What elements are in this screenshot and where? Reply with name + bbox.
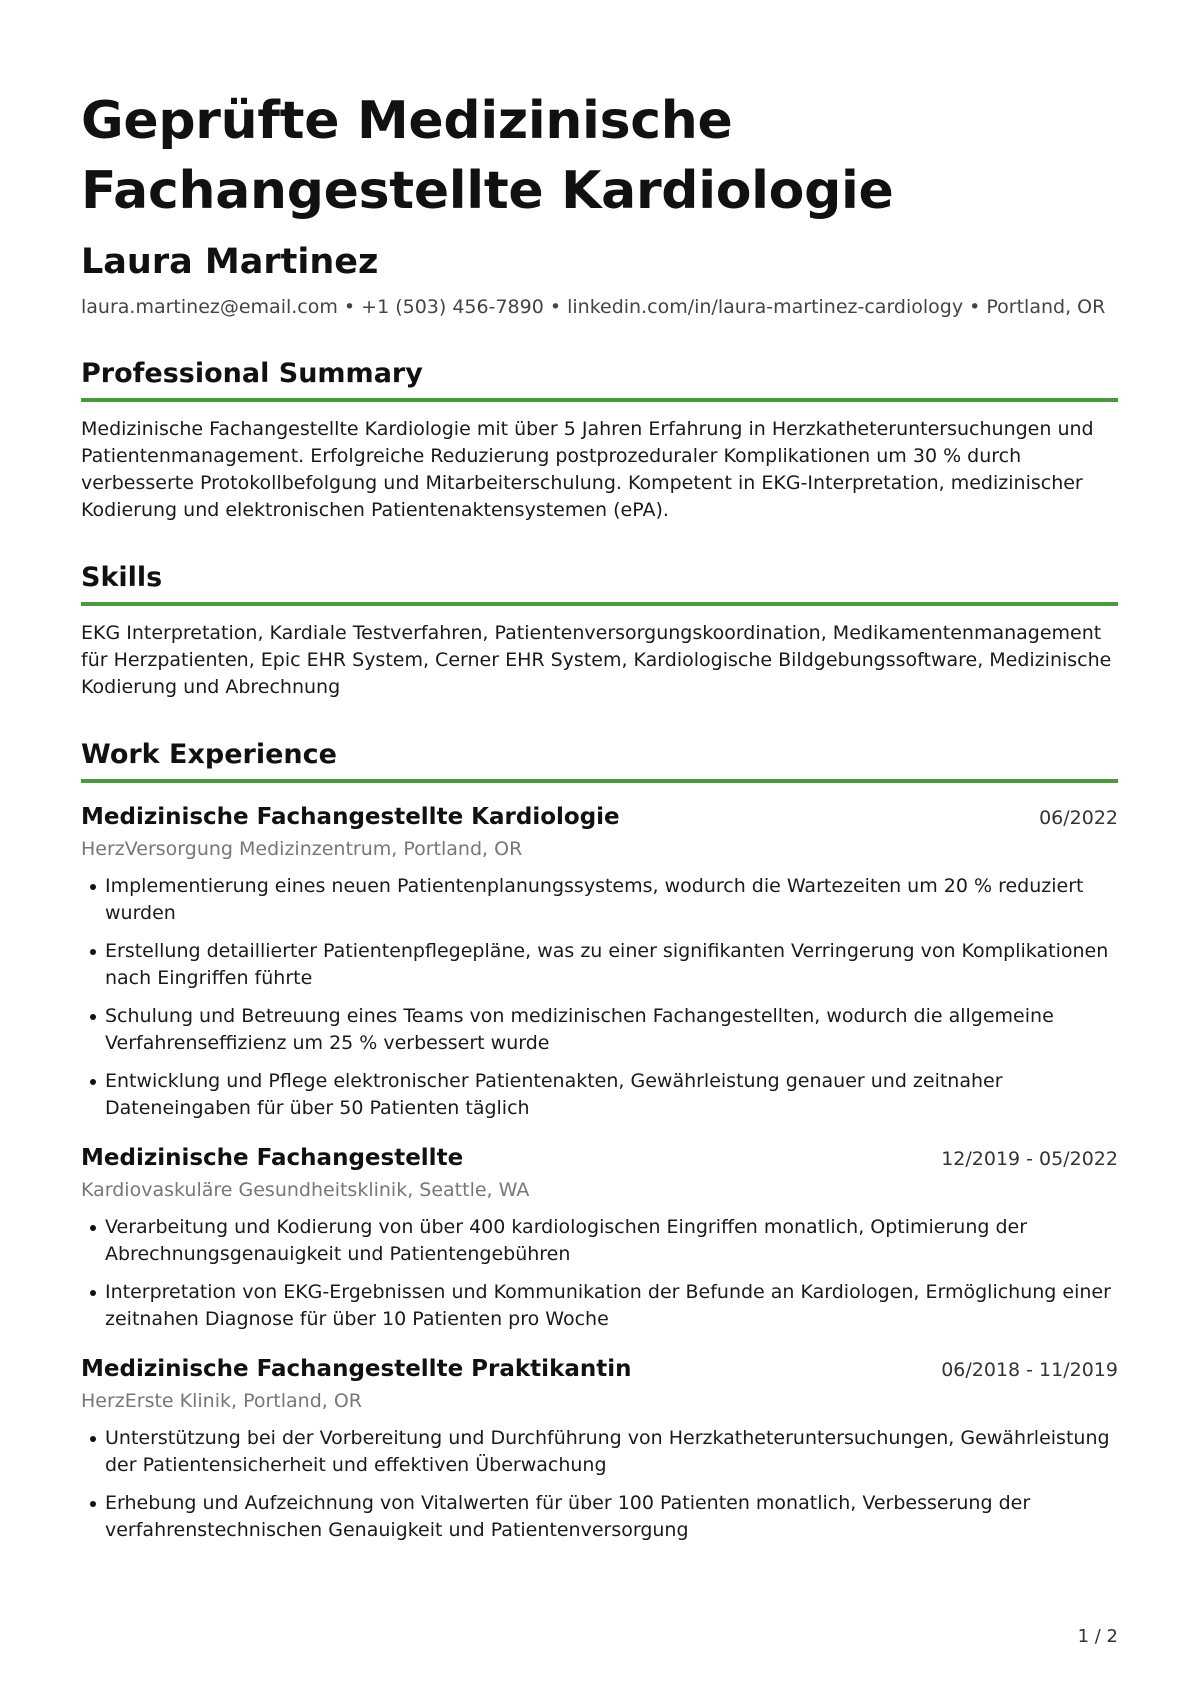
bullet-text: Erstellung detaillierter Patientenpflegepläne, was zu einer signifikanten Verringerung von Komplikationen nach Eingriffen führte bbox=[105, 940, 1109, 989]
job-company: HerzVersorgung Medizinzentrum, Portland, OR bbox=[81, 838, 523, 860]
bullet-item bbox=[81, 1425, 1118, 1479]
bullet-item bbox=[81, 1003, 1118, 1057]
bullet-icon bbox=[90, 1014, 96, 1020]
job-entry bbox=[81, 1353, 1118, 1544]
job-header bbox=[81, 801, 1118, 833]
bullet-icon bbox=[90, 1501, 96, 1507]
summary-section bbox=[81, 356, 1118, 524]
bullet-text: Verarbeitung und Kodierung von über 400 kardiologischen Eingriffen monatlich, Optimierung der Abrechnungsgenauigkeit und Patientengebühren bbox=[105, 1216, 1028, 1265]
bullet-icon bbox=[90, 1225, 96, 1231]
bullet-icon bbox=[90, 884, 96, 890]
bullet-item bbox=[81, 1068, 1118, 1122]
skills-text: EKG Interpretation, Kardiale Testverfahren, Patientenversorgungskoordination, Medikamentenmanagement für Herzpatienten, Epic EHR System, Cerner EHR System, Kardiologische Bildgebungssoftware, Medizinische Kodierung und Abrechnung bbox=[81, 622, 1112, 698]
job-dates: 06/2022 bbox=[1039, 807, 1118, 829]
summary-text: Medizinische Fachangestellte Kardiologie mit über 5 Jahren Erfahrung in Herzkatheteruntersuchungen und Patientenmanagement. Erfolgreiche Reduzierung postprozeduraler Komplikationen um 30 % durch verbesserte Protokollbefolgung und Mitarbeiterschulung. Kompetent in EKG-Interpretation, medizinischer Kodierung und elektronischen Patientenaktensystemen (ePA). bbox=[81, 418, 1094, 521]
page-number: 1 / 2 bbox=[1077, 1626, 1118, 1647]
bullet-item bbox=[81, 1279, 1118, 1333]
experience-section bbox=[81, 737, 1118, 1544]
job-role: Medizinische Fachangestellte Praktikantin bbox=[81, 1356, 632, 1382]
experience-heading: Work Experience bbox=[81, 737, 1118, 783]
job-entry bbox=[81, 1142, 1118, 1333]
job-bullets bbox=[81, 873, 1118, 1122]
bullet-item bbox=[81, 873, 1118, 927]
job-entry bbox=[81, 801, 1118, 1122]
bullet-text: Erhebung und Aufzeichnung von Vitalwerten für über 100 Patienten monatlich, Verbesserung der verfahrenstechnischen Genauigkeit und Patientenversorgung bbox=[105, 1492, 1031, 1541]
candidate-name: Laura Martinez bbox=[81, 242, 379, 282]
job-bullets bbox=[81, 1214, 1118, 1333]
summary-heading: Professional Summary bbox=[81, 356, 1118, 402]
contact-line: laura.martinez@email.com • +1 (503) 456-7890 • linkedin.com/in/laura-martinez-cardiology • Portland, OR bbox=[81, 296, 1106, 318]
job-dates: 12/2019 - 05/2022 bbox=[941, 1148, 1118, 1170]
job-company: Kardiovaskuläre Gesundheitsklinik, Seattle, WA bbox=[81, 1179, 530, 1201]
bullet-icon bbox=[90, 1436, 96, 1442]
skills-section bbox=[81, 560, 1118, 701]
job-bullets bbox=[81, 1425, 1118, 1544]
bullet-text: Entwicklung und Pflege elektronischer Patientenakten, Gewährleistung genauer und zeitnaher Dateneingaben für über 50 Patienten täglich bbox=[105, 1070, 1003, 1119]
resume-page bbox=[81, 86, 1118, 1555]
job-role: Medizinische Fachangestellte Kardiologie bbox=[81, 804, 620, 830]
job-role: Medizinische Fachangestellte bbox=[81, 1145, 464, 1171]
bullet-text: Implementierung eines neuen Patientenplanungssystems, wodurch die Wartezeiten um 20 % reduziert wurden bbox=[105, 875, 1084, 924]
job-dates: 06/2018 - 11/2019 bbox=[941, 1359, 1118, 1381]
bullet-icon bbox=[90, 1079, 96, 1085]
bullet-icon bbox=[90, 1290, 96, 1296]
bullet-item bbox=[81, 938, 1118, 992]
bullet-text: Interpretation von EKG-Ergebnissen und Kommunikation der Befunde an Kardiologen, Ermöglichung einer zeitnahen Diagnose für über 10 Patienten pro Woche bbox=[105, 1281, 1111, 1330]
job-header bbox=[81, 1353, 1118, 1385]
bullet-item bbox=[81, 1490, 1118, 1544]
resume-job-title: Geprüfte Medizinische Fachangestellte Kardiologie bbox=[81, 91, 894, 221]
bullet-text: Unterstützung bei der Vorbereitung und Durchführung von Herzkatheteruntersuchungen, Gewährleistung der Patientensicherheit und effektiven Überwachung bbox=[105, 1427, 1110, 1476]
bullet-icon bbox=[90, 949, 96, 955]
job-header bbox=[81, 1142, 1118, 1174]
bullet-item bbox=[81, 1214, 1118, 1268]
job-company: HerzErste Klinik, Portland, OR bbox=[81, 1390, 363, 1412]
bullet-text: Schulung und Betreuung eines Teams von medizinischen Fachangestellten, wodurch die allgemeine Verfahrenseffizienz um 25 % verbessert wurde bbox=[105, 1005, 1054, 1054]
skills-heading: Skills bbox=[81, 560, 1118, 606]
